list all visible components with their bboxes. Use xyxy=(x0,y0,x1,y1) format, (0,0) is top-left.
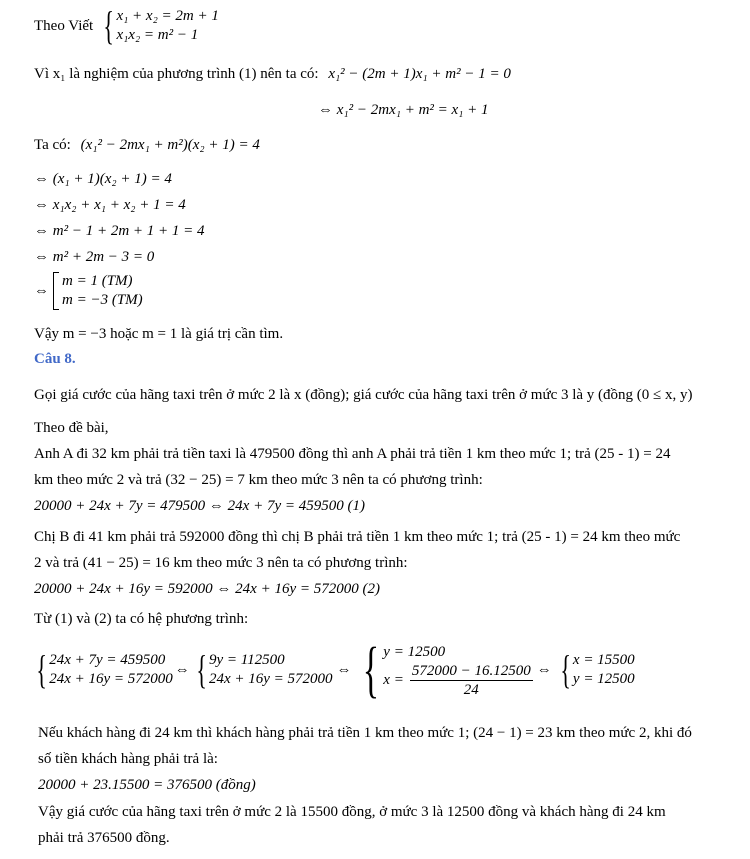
step5-row2: m = −3 (TM) xyxy=(62,292,143,308)
viet-eq1: x₁ + x₂ = 2m + 1 xyxy=(116,8,219,24)
sys1-row2: 24x + 16y = 572000 xyxy=(49,671,173,687)
fraction-numerator: 572000 − 16.12500 xyxy=(411,662,531,679)
intro-line: Gọi giá cước của hãng taxi trên ở mức 2 là x (đồng); giá cước của hãng taxi trên ở mức 3 là y (đồng (0 ≤ x, y) xyxy=(34,387,693,403)
sys2-row2: 24x + 16y = 572000 xyxy=(208,671,333,687)
conclusion: Vậy m = −3 hoặc m = 1 là giá trị cần tìm. xyxy=(34,326,284,342)
calc-line: 20000 + 23.15500 = 376500 (đồng) xyxy=(38,777,256,793)
brace: { xyxy=(362,636,379,704)
sys3-row1: y = 12500 xyxy=(383,643,446,660)
sys2-row1: 9y = 112500 xyxy=(208,652,285,668)
b-line-2: 2 và trả (41 − 25) = 16 km theo mức 3 nên ta có phương trình: xyxy=(34,555,408,571)
sys4-row1: x = 15500 xyxy=(572,652,635,668)
step-5 xyxy=(34,270,143,312)
equation-1: 20000 + 24x + 7y = 479500 ⇔ 24x + 7y = 459500 (1) xyxy=(34,498,365,514)
viet-system xyxy=(99,3,219,48)
viet-label: Theo Viết xyxy=(34,18,94,34)
system-1 xyxy=(32,647,173,692)
equiv-equation: ⇔ x₁² − 2mx₁ + m² = x₁ + 1 xyxy=(318,102,489,118)
viet-section xyxy=(34,4,219,48)
taco-equation: (x₁² − 2mx₁ + m²)(x₂ + 1) = 4 xyxy=(80,137,260,153)
step-3: ⇔ m² − 1 + 2m + 1 + 1 = 4 xyxy=(34,223,205,239)
vi-equation: x₁² − (2m + 1)x₁ + m² − 1 = 0 xyxy=(328,66,511,82)
sys1-row1: 24x + 7y = 459500 xyxy=(49,652,166,668)
system-3 xyxy=(356,636,533,704)
equiv-2: ⇔ xyxy=(336,662,352,678)
brace: { xyxy=(36,647,47,692)
system-chain xyxy=(32,636,635,704)
system-4 xyxy=(556,647,635,692)
neu-line-1: Nếu khách hàng đi 24 km thì khách hàng phải trả tiền 1 km theo mức 1; (24 − 1) = 23 km theo mức 2, khi đó xyxy=(38,725,692,741)
brace: { xyxy=(103,3,115,48)
bracket xyxy=(53,272,59,310)
equation-2: 20000 + 24x + 16y = 592000 ⇔ 24x + 16y = 572000 (2) xyxy=(34,581,380,597)
sys3-fraction xyxy=(410,662,533,699)
sys3-lhs: x = xyxy=(383,672,404,688)
a-line-1: Anh A đi 32 km phải trả tiền taxi là 479500 đồng thì anh A phải trả tiền 1 km theo mức 1; trả (25 - 1) = 24 xyxy=(34,446,671,462)
step-4: ⇔ m² + 2m − 3 = 0 xyxy=(34,249,155,265)
vi-text: Vì x₁ là nghiệm của phương trình (1) nên ta có: xyxy=(34,66,319,82)
b-line-1: Chị B đi 41 km phải trả 592000 đồng thì chị B phải trả tiền 1 km theo mức 1; trả (25 - 1) = 24 km theo mức xyxy=(34,529,681,545)
viet-eq2: x₁x₂ = m² − 1 xyxy=(116,27,199,43)
neu-line-2: số tiền khách hàng phải trả là: xyxy=(38,751,218,767)
theo-de-line: Theo đề bài, xyxy=(34,420,109,436)
step-2: ⇔ x₁x₂ + x₁ + x₂ + 1 = 4 xyxy=(34,197,186,213)
equiv-1: ⇔ xyxy=(174,662,190,678)
system-2 xyxy=(192,647,333,692)
final-line-1: Vậy giá cước của hãng taxi trên ở mức 2 là 15500 đồng, ở mức 3 là 12500 đồng và khách hàng đi 24 km xyxy=(38,804,666,820)
equiv-3: ⇔ xyxy=(536,662,552,678)
taco-line xyxy=(34,136,260,154)
step5-equiv: ⇔ xyxy=(34,283,49,299)
step5-row1: m = 1 (TM) xyxy=(62,273,133,289)
brace: { xyxy=(196,647,207,692)
brace: { xyxy=(560,647,571,692)
taco-label: Ta có: xyxy=(34,137,71,153)
tu-line: Từ (1) và (2) ta có hệ phương trình: xyxy=(34,611,249,627)
fraction-denominator: 24 xyxy=(463,681,479,698)
final-line-2: phải trả 376500 đồng. xyxy=(38,830,170,846)
step-1: ⇔ (x₁ + 1)(x₂ + 1) = 4 xyxy=(34,171,172,187)
cau8-heading: Câu 8. xyxy=(34,351,76,367)
a-line-2: km theo mức 2 và trả (32 − 25) = 7 km theo mức 3 nên ta có phương trình: xyxy=(34,472,483,488)
vi-line xyxy=(34,65,511,83)
sys4-row2: y = 12500 xyxy=(572,671,635,687)
